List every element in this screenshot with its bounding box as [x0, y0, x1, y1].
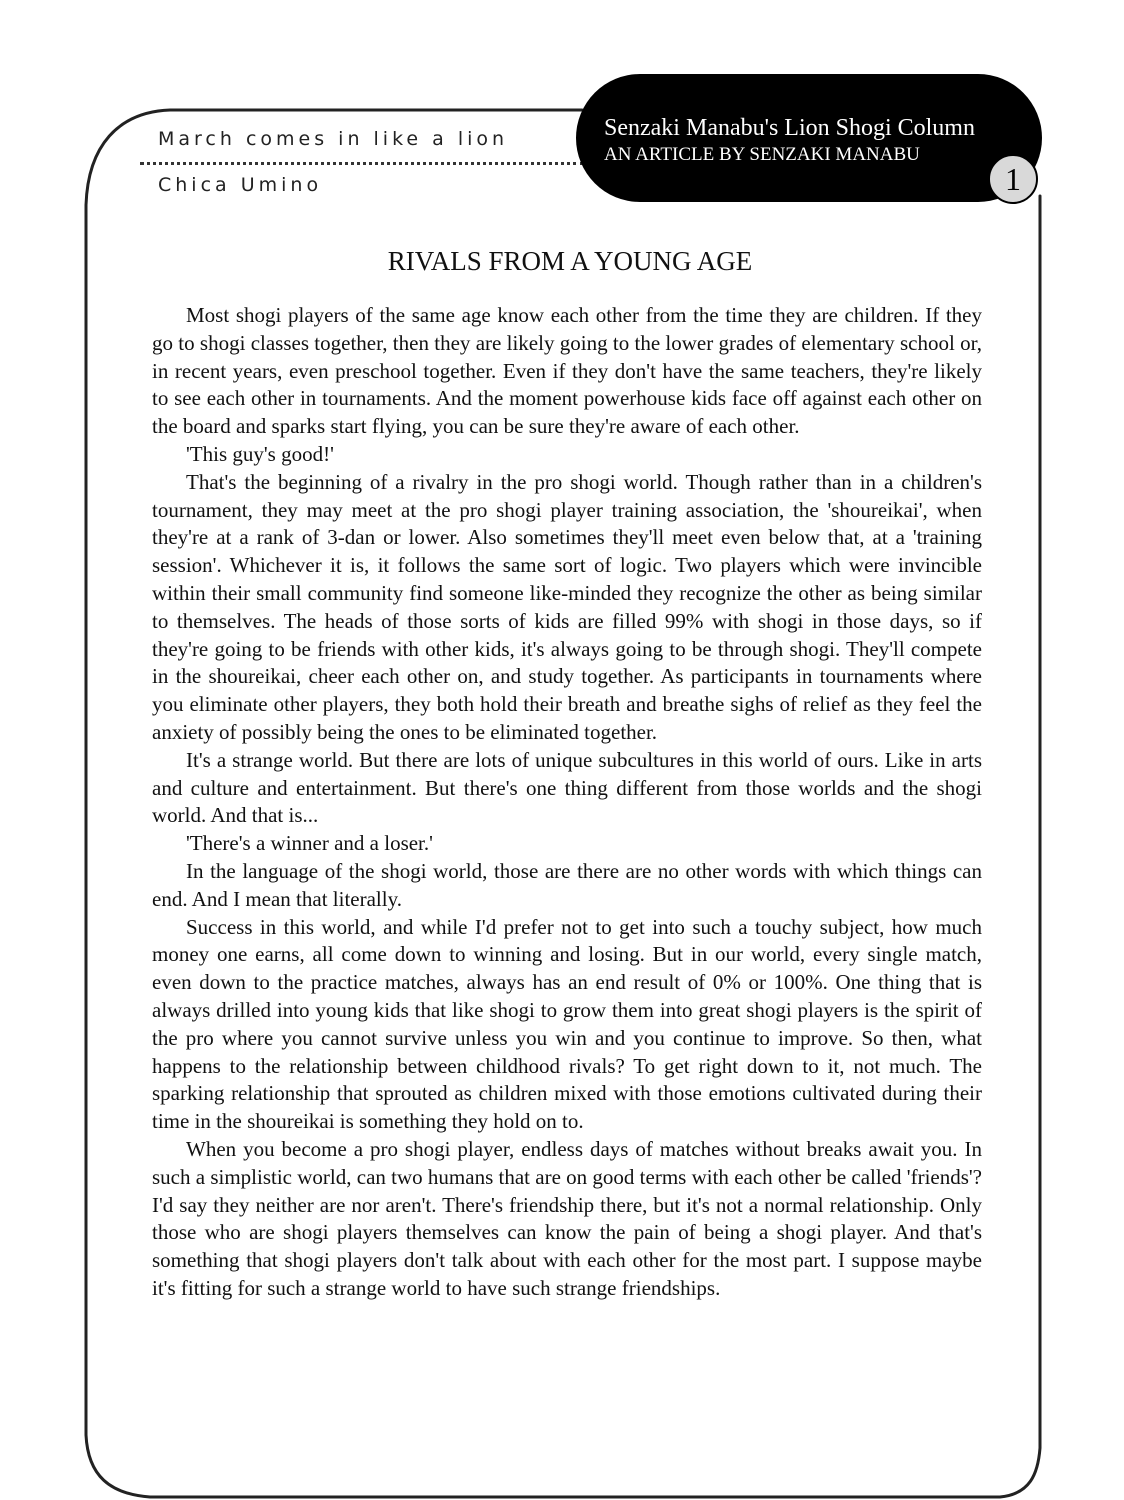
- article-paragraph: 'This guy's good!': [186, 441, 334, 466]
- column-subtitle: AN ARTICLE BY SENZAKI MANABU: [604, 144, 920, 165]
- article-paragraph: 'There's a winner and a loser.': [186, 831, 433, 856]
- article-body: [152, 302, 982, 1303]
- dotted-divider: [140, 162, 584, 165]
- author-name: Chica Umino: [158, 174, 323, 196]
- article-paragraph: Most shogi players of the same age know each other from the time they are children. If they go to shogi classes together, then they are likely going to the lower grades of elementary school or, in recent years, even preschool together. Even if they don't have the same teachers, they're likely to see each other in tournaments. And the moment powerhouse kids face off against each other on the board and sparks start flying, you can be sure they're aware of each other.: [152, 303, 982, 439]
- column-title: Senzaki Manabu's Lion Shogi Column: [604, 115, 975, 141]
- article-paragraph: It's a strange world. But there are lots of unique subcultures in this world of ours. Like in arts and culture and entertainment. But there's one thing different from those worlds and the shogi world. And that is...: [152, 747, 982, 828]
- article-paragraph: In the language of the shogi world, those are there are no other words with which things can end. And I mean that literally.: [152, 858, 982, 911]
- article-paragraph: Success in this world, and while I'd prefer not to get into such a touchy subject, how much money one earns, all come down to winning and losing. But in our world, every single match, even down to the practice matches, always has an end result of 0% or 100%. One thing that is always drilled into young kids that like shogi to grow them into great shogi players is the spirit of the pro where you cannot survive unless you win and you continue to improve. So then, what happens to the relationship between childhood rivals? To get right down to it, not much. The sparking relationship that sprouted as children mixed with those emotions cultivated during their time in the shoureikai is something they hold on to.: [152, 914, 982, 1134]
- article-title: RIVALS FROM A YOUNG AGE: [387, 246, 753, 276]
- article-paragraph: When you become a pro shogi player, endless days of matches without breaks await you. In such a simplistic world, can two humans that are on good terms with each other be called 'friends'? I'd say they neither are nor aren't. There's friendship there, but it's not a normal relationship. Only those who are shogi players themselves can know the pain of being a shogi player. And that's something that shogi players don't talk about with each other for the most part. I suppose maybe it's fitting for such a strange world to have such strange friendships.: [152, 1136, 982, 1300]
- series-title: March comes in like a lion: [158, 128, 509, 150]
- article-paragraph: That's the beginning of a rivalry in the pro shogi world. Though rather than in a children's tournament, they may meet at the pro shogi player training association, the 'shoureikai', when they're at a rank of 3-dan or lower. Also sometimes they'll meet even below that, at a 'training session'. Whichever it is, it follows the same sort of logic. Two players which were invincible within their small community find someone like-minded they recognize the other as being similar to themselves. The heads of those sorts of kids are filled 99% with shogi in those days, so if they're going to be friends with other kids, it's always going to be through shogi. They'll compete in the shoureikai, cheer each other on, and study together. As participants in tournaments where you eliminate other players, they both hold their breath and breathe sighs of relief as they feel the anxiety of possibly being the ones to be eliminated together.: [152, 469, 982, 744]
- column-number-badge: 1: [988, 154, 1038, 204]
